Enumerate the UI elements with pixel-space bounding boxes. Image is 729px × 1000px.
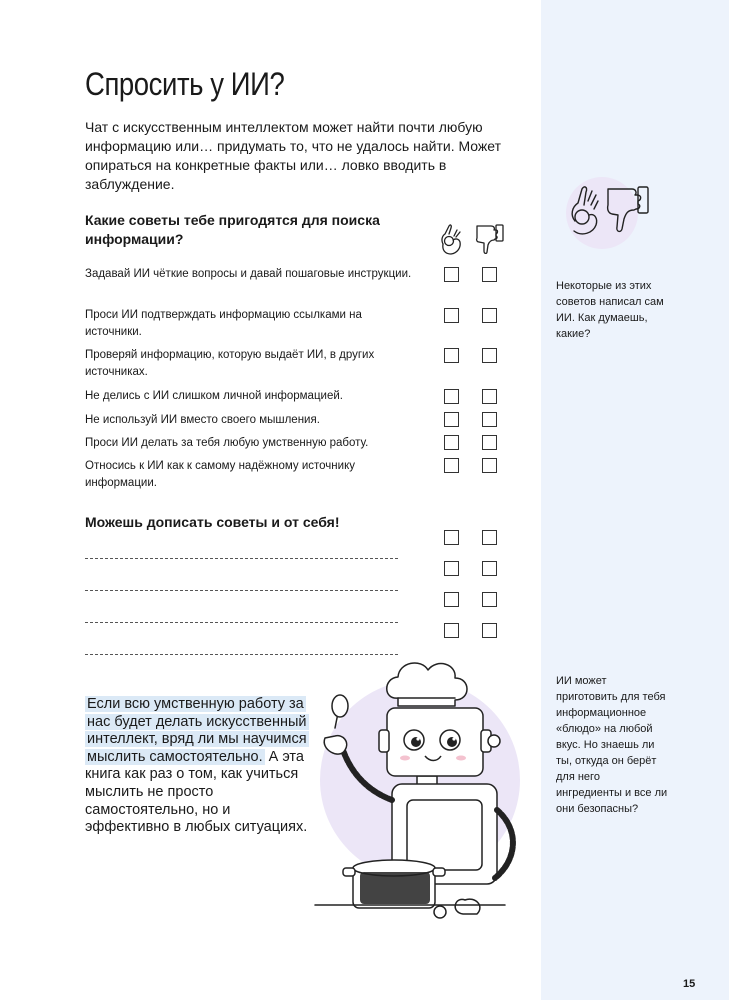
closing-text: А эта книга как раз о том, как учиться мыслить не просто самостоятельно, но и эффективно в любых ситуациях. — [85, 748, 308, 836]
robot-chef-illustration — [295, 650, 540, 930]
thumbs-down-icon — [474, 222, 506, 256]
page-number: 15 — [683, 978, 696, 990]
writing-line[interactable] — [85, 558, 398, 559]
ok-checkbox[interactable] — [444, 458, 459, 473]
list-item: Не используй ИИ вместо своего мышления. — [85, 414, 320, 426]
ok-hand-icon — [437, 222, 465, 256]
sidebar-panel — [541, 0, 729, 1000]
list-item: Проси ИИ подтверждать информацию ссылками на источники. — [85, 309, 362, 338]
intro-paragraph: Чат с искусственным интеллектом может найти почти любую информацию или… придумать то, что не удалось найти. Может опираться на конкретные факты или… ловко вводить в заблуждение. — [85, 119, 502, 192]
dislike-checkbox[interactable] — [482, 561, 497, 576]
page-title: Спросить у ИИ? — [85, 66, 285, 102]
sidebar-note-2: ИИ может приготовить для тебя информационное «блюдо» на любой вкус. Но знаешь ли ты, откуда он берёт для него ингредиенты и все ли они безопасны? — [556, 675, 668, 815]
list-item: Проверяй информацию, которую выдаёт ИИ, в других источниках. — [85, 349, 375, 378]
ok-checkbox[interactable] — [444, 623, 459, 638]
question-heading: Какие советы тебе пригодятся для поиска информации? — [85, 212, 380, 247]
ok-checkbox[interactable] — [444, 592, 459, 607]
dislike-checkbox[interactable] — [482, 435, 497, 450]
ok-checkbox[interactable] — [444, 267, 459, 282]
dislike-checkbox[interactable] — [482, 530, 497, 545]
dislike-checkbox[interactable] — [482, 308, 497, 323]
dislike-checkbox[interactable] — [482, 592, 497, 607]
writing-line[interactable] — [85, 622, 398, 623]
list-item: Задавай ИИ чёткие вопросы и давай пошаговые инструкции. — [85, 268, 412, 280]
ok-checkbox[interactable] — [444, 308, 459, 323]
dislike-checkbox[interactable] — [482, 623, 497, 638]
hands-illustration — [560, 175, 660, 255]
ok-checkbox[interactable] — [444, 435, 459, 450]
own-tips-heading: Можешь дописать советы и от себя! — [85, 514, 340, 530]
list-item: Проси ИИ делать за тебя любую умственную работу. — [85, 437, 369, 449]
ok-checkbox[interactable] — [444, 348, 459, 363]
ok-checkbox[interactable] — [444, 561, 459, 576]
sidebar-note-1: Некоторые из этих советов написал сам ИИ. Как думаешь, какие? — [556, 280, 664, 340]
dislike-checkbox[interactable] — [482, 267, 497, 282]
list-item: Не делись с ИИ слишком личной информацией. — [85, 390, 343, 402]
closing-paragraph — [85, 696, 315, 837]
list-item: Относись к ИИ как к самому надёжному источнику информации. — [85, 460, 355, 489]
ok-checkbox[interactable] — [444, 530, 459, 545]
highlighted-text: Если всю умственную работу за нас будет делать искусственный интеллект, вряд ли мы научимся мыслить самостоятельно. — [87, 696, 307, 765]
ok-checkbox[interactable] — [444, 389, 459, 404]
writing-line[interactable] — [85, 590, 398, 591]
dislike-checkbox[interactable] — [482, 389, 497, 404]
dislike-checkbox[interactable] — [482, 348, 497, 363]
dislike-checkbox[interactable] — [482, 412, 497, 427]
ok-checkbox[interactable] — [444, 412, 459, 427]
dislike-checkbox[interactable] — [482, 458, 497, 473]
